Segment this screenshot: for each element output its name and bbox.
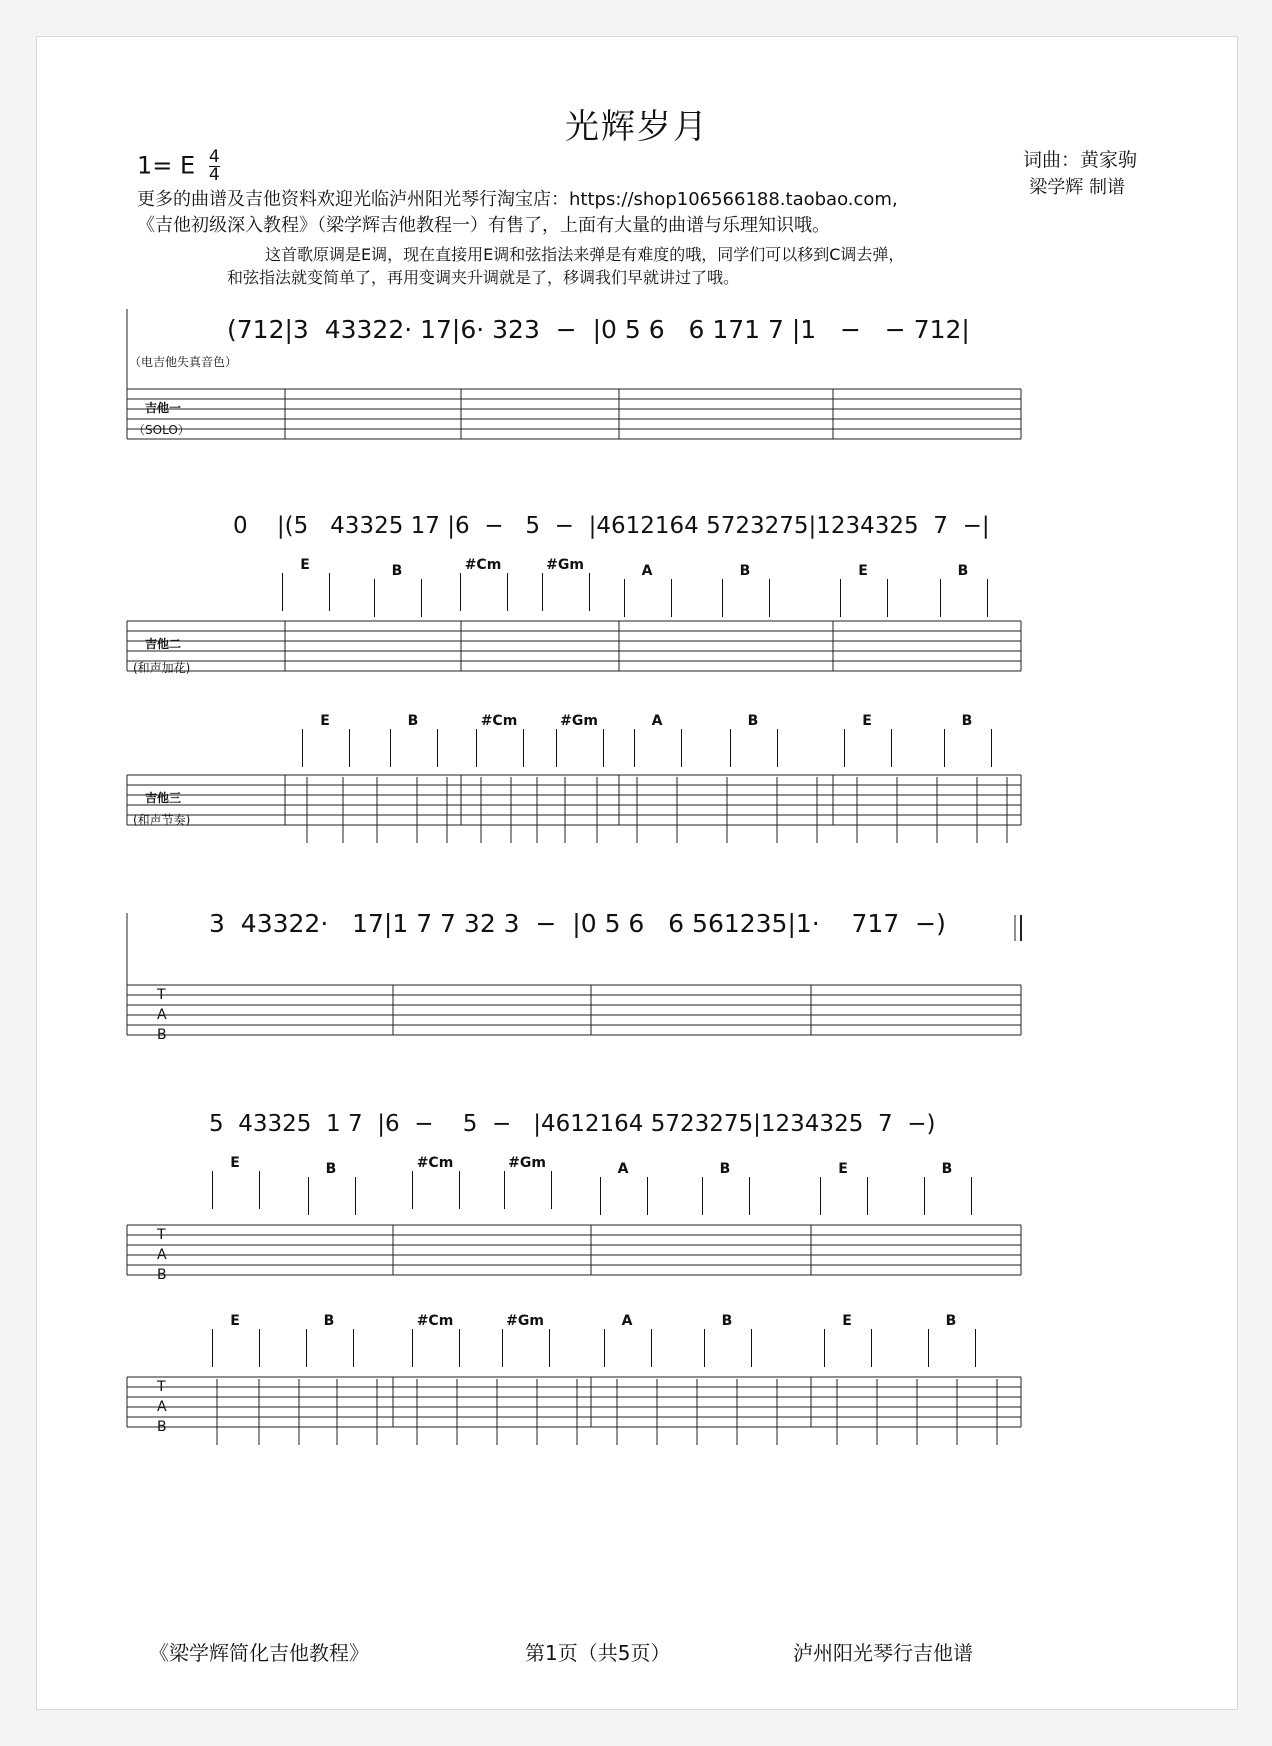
chord-name: E <box>230 1155 240 1171</box>
chord-name: E <box>230 1313 240 1329</box>
arranger-credit: 梁学辉 制谱 <box>1029 177 1125 198</box>
chord-name: E <box>300 557 310 573</box>
guitar3-sub: (和声节奏) <box>133 813 191 827</box>
chord-name: B <box>721 1313 733 1329</box>
footer-page-number: 第1页（共5页） <box>525 1641 671 1665</box>
tab-letter-b: B <box>157 1267 167 1283</box>
chord-name: A <box>641 563 653 579</box>
chord-name: A <box>617 1161 629 1177</box>
lyrics-music-credit: 词曲：黄家驹 <box>1022 149 1137 171</box>
tab-letter-t: T <box>157 1227 166 1243</box>
chord-name: E <box>858 563 868 579</box>
chord-name: B <box>747 713 759 729</box>
key-label: 1= E <box>137 151 196 180</box>
sys1-melody-numbered: (712|3 43322· 17|6· 323 − |0 5 6 6 171 7 |1 − − 712| <box>227 315 970 344</box>
chord-name: #Gm <box>546 557 584 573</box>
chord-name: E <box>320 713 330 729</box>
chord-name: #Gm <box>560 713 598 729</box>
chord-name: B <box>719 1161 731 1177</box>
tab-letter-a: A <box>157 1007 167 1023</box>
chord-name: #Cm <box>480 713 518 729</box>
chord-name: B <box>407 713 419 729</box>
tab-letter-b: B <box>157 1419 167 1435</box>
info-line-1: 更多的曲谱及吉他资料欢迎光临泸州阳光琴行淘宝店：https://shop106566188.taobao.com, <box>137 189 898 210</box>
chord-name: B <box>325 1161 337 1177</box>
footer-right: 泸州阳光琴行吉他谱 <box>793 1641 973 1665</box>
chord-name: E <box>842 1313 852 1329</box>
sys2-harmony-numbered: 5 43325 1 7 |6 − 5 − |4612164 5723275|1234325 7 −) <box>209 1111 936 1137</box>
guitar1-label: 吉他一 <box>145 401 182 415</box>
chord-name: #Gm <box>508 1155 546 1171</box>
chord-name: B <box>957 563 969 579</box>
chord-name: #Gm <box>506 1313 544 1329</box>
chord-name: #Cm <box>464 557 502 573</box>
guitar1-sub: （SOLO） <box>133 423 190 437</box>
song-title: 光辉岁月 <box>565 107 709 147</box>
chord-name: B <box>323 1313 335 1329</box>
chord-name: #Cm <box>416 1155 454 1171</box>
time-bottom: 4 <box>208 165 220 185</box>
chord-name: A <box>651 713 663 729</box>
chord-name: B <box>391 563 403 579</box>
chord-name: #Cm <box>416 1313 454 1329</box>
footer-left: 《梁学辉简化吉他教程》 <box>149 1641 369 1665</box>
tab-letter-a: A <box>157 1247 167 1263</box>
tab-letter-t: T <box>157 987 166 1003</box>
note-line-1: 这首歌原调是E调，现在直接用E调和弦指法来弹是有难度的哦，同学们可以移到C调去弹， <box>265 245 905 264</box>
score-page <box>36 36 1238 1710</box>
tab-letter-t: T <box>157 1379 166 1395</box>
info-line-2: 《吉他初级深入教程》（梁学辉吉他教程一）有售了，上面有大量的曲谱与乐理知识哦。 <box>137 215 830 236</box>
staff-lines <box>37 37 1237 1709</box>
note-line-2: 和弦指法就变简单了，再用变调夹升调就是了，移调我们早就讲过了哦。 <box>227 268 740 287</box>
guitar2-sub: (和声加花) <box>133 661 191 675</box>
sys2-melody-numbered: 3 43322· 17|1 7 7 32 3 − |0 5 6 6 561235|1· 717 −) <box>209 909 946 938</box>
guitar3-label: 吉他三 <box>145 791 182 805</box>
sys1-tone-label: （电吉他失真音色） <box>129 355 238 369</box>
chord-name: E <box>838 1161 848 1177</box>
tab-letter-b: B <box>157 1027 167 1043</box>
guitar2-label: 吉他二 <box>145 637 182 651</box>
chord-name: B <box>941 1161 953 1177</box>
chord-name: B <box>945 1313 957 1329</box>
chord-name: B <box>739 563 751 579</box>
chord-name: A <box>621 1313 633 1329</box>
chord-name: B <box>961 713 973 729</box>
sys1-harmony-numbered: 0 |(5 43325 17 |6 − 5 − |4612164 5723275|1234325 7 −| <box>233 513 990 539</box>
chord-name: E <box>862 713 872 729</box>
tab-letter-a: A <box>157 1399 167 1415</box>
time-top: 4 <box>208 147 220 167</box>
